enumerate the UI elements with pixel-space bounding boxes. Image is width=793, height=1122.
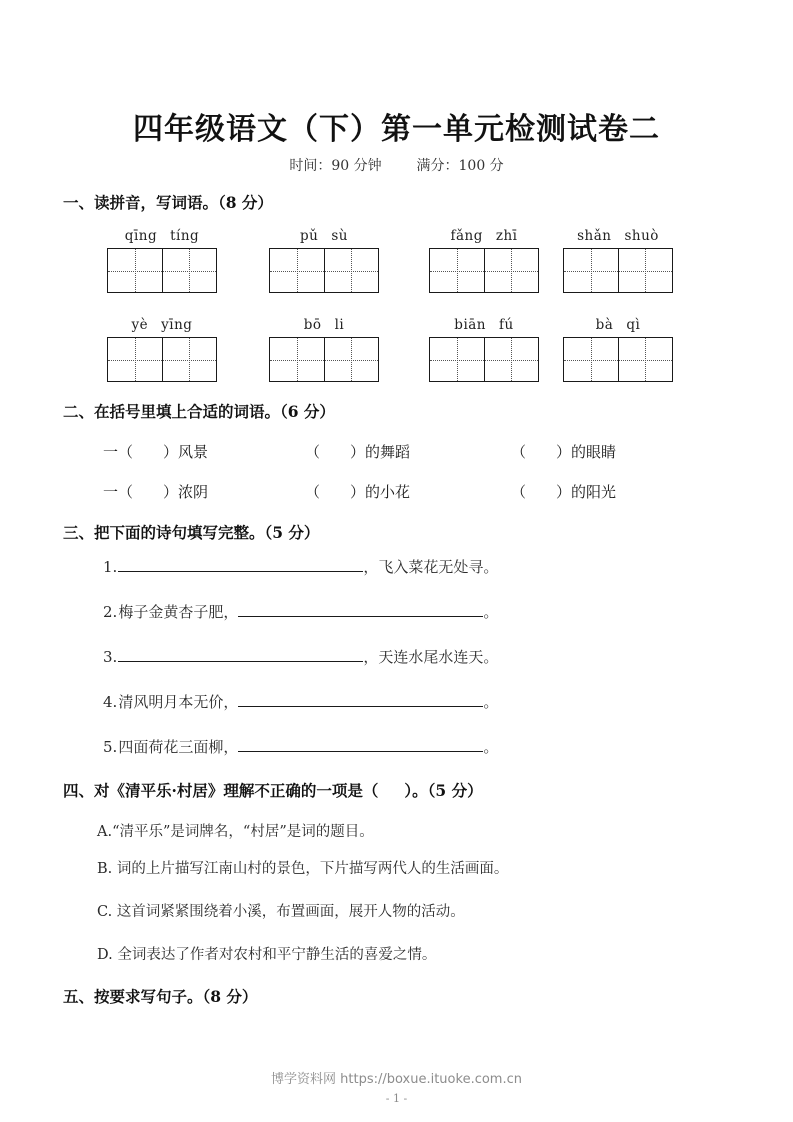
section-three-heading: 三、把下面的诗句填写完整。（5 分） — [63, 523, 320, 542]
option-b[interactable]: B. 词的上片描写江南山村的景色，下片描写两代人的生活画面。 — [97, 861, 509, 877]
tianzige-box[interactable] — [429, 248, 539, 293]
poem-answer-blank[interactable] — [238, 737, 483, 752]
option-d[interactable]: D. 全词表达了作者对农村和平宁静生活的喜爱之情。 — [97, 947, 437, 963]
section-four-heading-post: ）。（5 分） — [404, 781, 483, 800]
poem-text-tail: 。 — [483, 693, 499, 711]
tianzige-group-1-4 — [563, 228, 673, 293]
page-number: - 1 - — [385, 1092, 408, 1105]
fill-blank-2-3[interactable]: （ ）的阳光 — [511, 483, 617, 501]
poem-answer-blank[interactable] — [118, 557, 363, 572]
time-label: 时间：90 分钟 — [289, 158, 382, 174]
pinyin-label: pǔ sù — [300, 228, 348, 244]
tianzige-box[interactable] — [269, 337, 379, 382]
poem-number: 2. — [103, 603, 118, 621]
tianzige-box[interactable] — [107, 337, 217, 382]
section-one-heading: 一、读拼音，写词语。（8 分） — [63, 193, 273, 212]
section-four-heading-pre: 四、对《清平乐·村居》理解不正确的一项是（ — [63, 781, 379, 800]
poem-text: 梅子金黄杏子肥， — [118, 603, 239, 621]
poem-text-tail: 。 — [483, 603, 499, 621]
score-label: 满分：100 分 — [416, 158, 504, 174]
fill-blank-1-2[interactable]: （ ）的舞蹈 — [305, 443, 411, 461]
pinyin-label: yè yīng — [131, 317, 193, 333]
poem-text: ，天连水尾水连天。 — [363, 648, 499, 666]
poem-number: 5. — [103, 738, 118, 756]
tianzige-group-2-4 — [563, 317, 673, 382]
pinyin-label: qīng tíng — [124, 228, 200, 244]
poem-answer-blank[interactable] — [118, 647, 363, 662]
tianzige-group-1-2 — [269, 228, 379, 293]
fill-blank-2-2[interactable]: （ ）的小花 — [305, 483, 411, 501]
poem-number: 4. — [103, 693, 118, 711]
tianzige-group-2-2 — [269, 317, 379, 382]
pinyin-label: fǎng zhī — [450, 228, 518, 244]
section-two-heading: 二、在括号里填上合适的词语。（6 分） — [63, 402, 335, 421]
poem-item-5[interactable] — [103, 736, 498, 757]
section-four-heading — [63, 779, 483, 801]
poem-text-tail: 。 — [483, 738, 499, 756]
poem-item-2[interactable] — [103, 601, 498, 622]
tianzige-group-2-3 — [429, 317, 539, 382]
tianzige-group-1-3 — [429, 228, 539, 293]
tianzige-box[interactable] — [429, 337, 539, 382]
poem-item-3[interactable] — [103, 646, 498, 667]
tianzige-box[interactable] — [107, 248, 217, 293]
tianzige-group-2-1 — [107, 317, 217, 382]
poem-text: 四面荷花三面柳， — [118, 738, 239, 756]
poem-item-1[interactable] — [103, 556, 498, 577]
poem-text: 清风明月本无价， — [118, 693, 239, 711]
poem-number: 3. — [103, 648, 118, 666]
pinyin-label: biān fú — [454, 317, 514, 333]
exam-meta — [0, 155, 793, 175]
poem-answer-blank[interactable] — [238, 602, 483, 617]
page-title: 四年级语文（下）第一单元检测试卷二 — [133, 112, 660, 147]
pinyin-label: shǎn shuò — [577, 228, 659, 244]
footer-watermark: 博学资料网 https://boxue.ituoke.com.cn — [271, 1072, 522, 1087]
pinyin-label: bà qì — [595, 317, 641, 333]
tianzige-box[interactable] — [563, 248, 673, 293]
option-c[interactable]: C. 这首词紧紧围绕着小溪，布置画面，展开人物的活动。 — [97, 904, 465, 920]
poem-answer-blank[interactable] — [238, 692, 483, 707]
option-a[interactable]: A.“清平乐”是词牌名，“村居”是词的题目。 — [97, 824, 374, 840]
fill-blank-1-3[interactable]: （ ）的眼睛 — [511, 443, 617, 461]
tianzige-box[interactable] — [269, 248, 379, 293]
poem-item-4[interactable] — [103, 691, 498, 712]
pinyin-label: bō li — [303, 317, 345, 333]
tianzige-box[interactable] — [563, 337, 673, 382]
section-five-heading: 五、按要求写句子。（8 分） — [63, 987, 258, 1006]
poem-number: 1. — [103, 558, 118, 576]
fill-blank-2-1[interactable]: 一（ ）浓阴 — [103, 483, 209, 501]
tianzige-group-1-1 — [107, 228, 217, 293]
poem-text: ，飞入菜花无处寻。 — [363, 558, 499, 576]
fill-blank-1-1[interactable]: 一（ ）风景 — [103, 443, 209, 461]
